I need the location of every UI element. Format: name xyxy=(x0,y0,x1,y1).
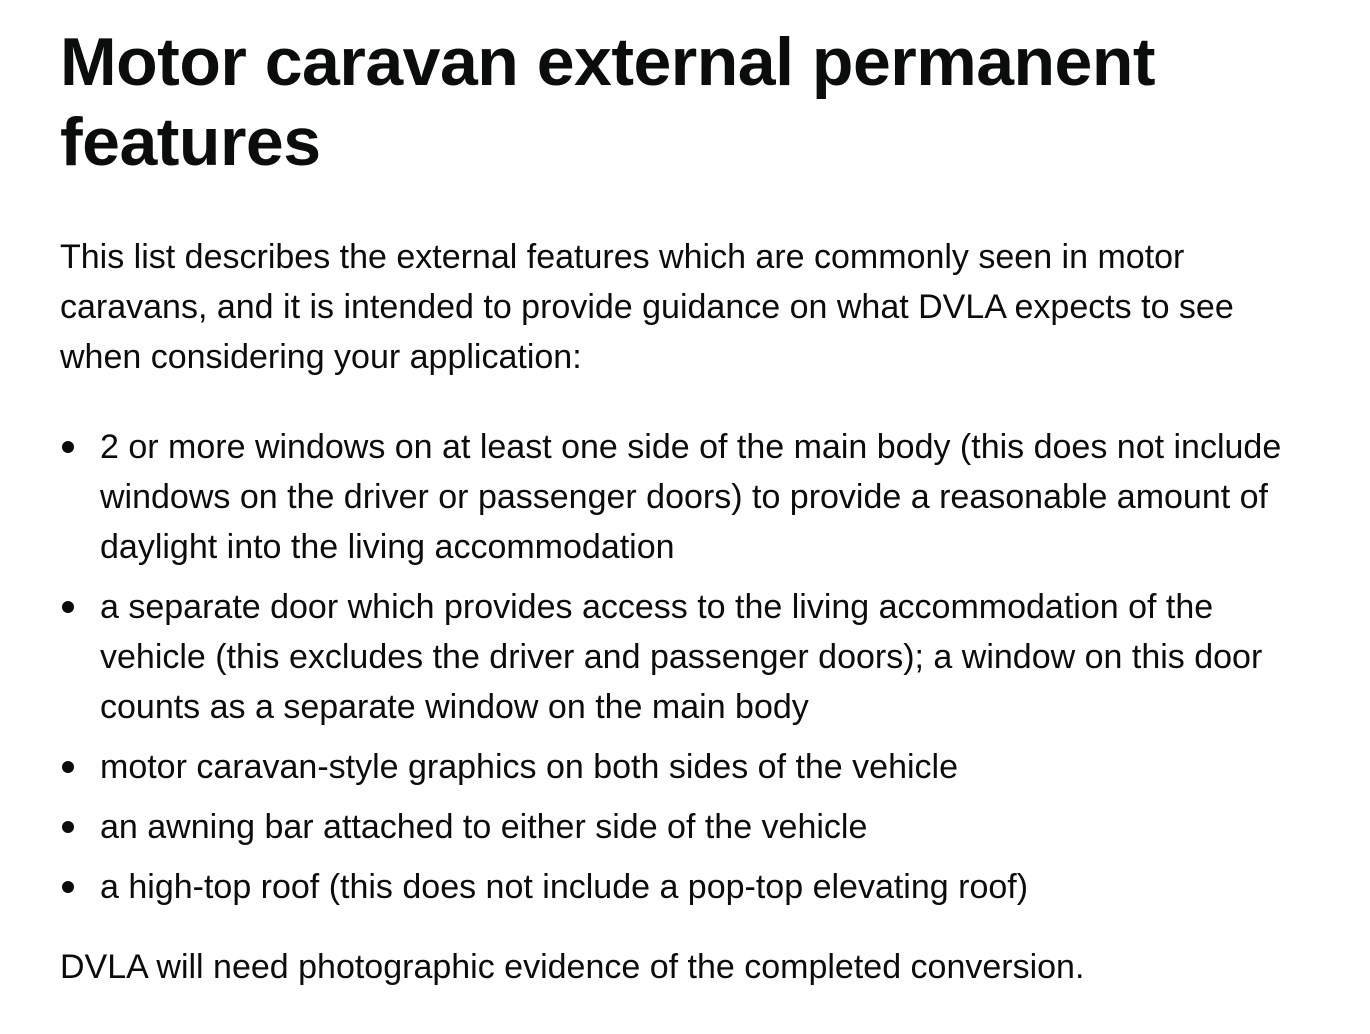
bullet-icon xyxy=(62,761,74,773)
bullet-icon xyxy=(62,601,74,613)
list-item-text: a separate door which provides access to the living accommodation of the vehicle (this excludes the driver and passenger doors); a window on this door counts as a separate window on the main body xyxy=(100,588,1263,726)
list-item xyxy=(60,582,1310,732)
features-list xyxy=(60,422,1310,912)
list-item xyxy=(60,742,1310,792)
list-item xyxy=(60,422,1310,572)
list-item-text: 2 or more windows on at least one side of the main body (this does not include windows on the driver or passenger doors) to provide a reasonable amount of daylight into the living accommodation xyxy=(100,428,1282,566)
list-item xyxy=(60,802,1310,852)
list-item xyxy=(60,862,1310,912)
list-item-text: an awning bar attached to either side of the vehicle xyxy=(100,808,868,846)
list-item-text: motor caravan-style graphics on both sides of the vehicle xyxy=(100,748,959,786)
page-title: Motor caravan external permanent features xyxy=(60,24,1156,180)
intro-paragraph: This list describes the external features which are commonly seen in motor caravans, and it is intended to provide guidance on what DVLA expects to see when considering your application: xyxy=(60,238,1234,376)
bullet-icon xyxy=(62,821,74,833)
evidence-note: DVLA will need photographic evidence of the completed conversion. xyxy=(60,948,1085,986)
bullet-icon xyxy=(62,881,74,893)
bullet-icon xyxy=(62,441,74,453)
list-item-text: a high-top roof (this does not include a pop-top elevating roof) xyxy=(100,868,1029,906)
